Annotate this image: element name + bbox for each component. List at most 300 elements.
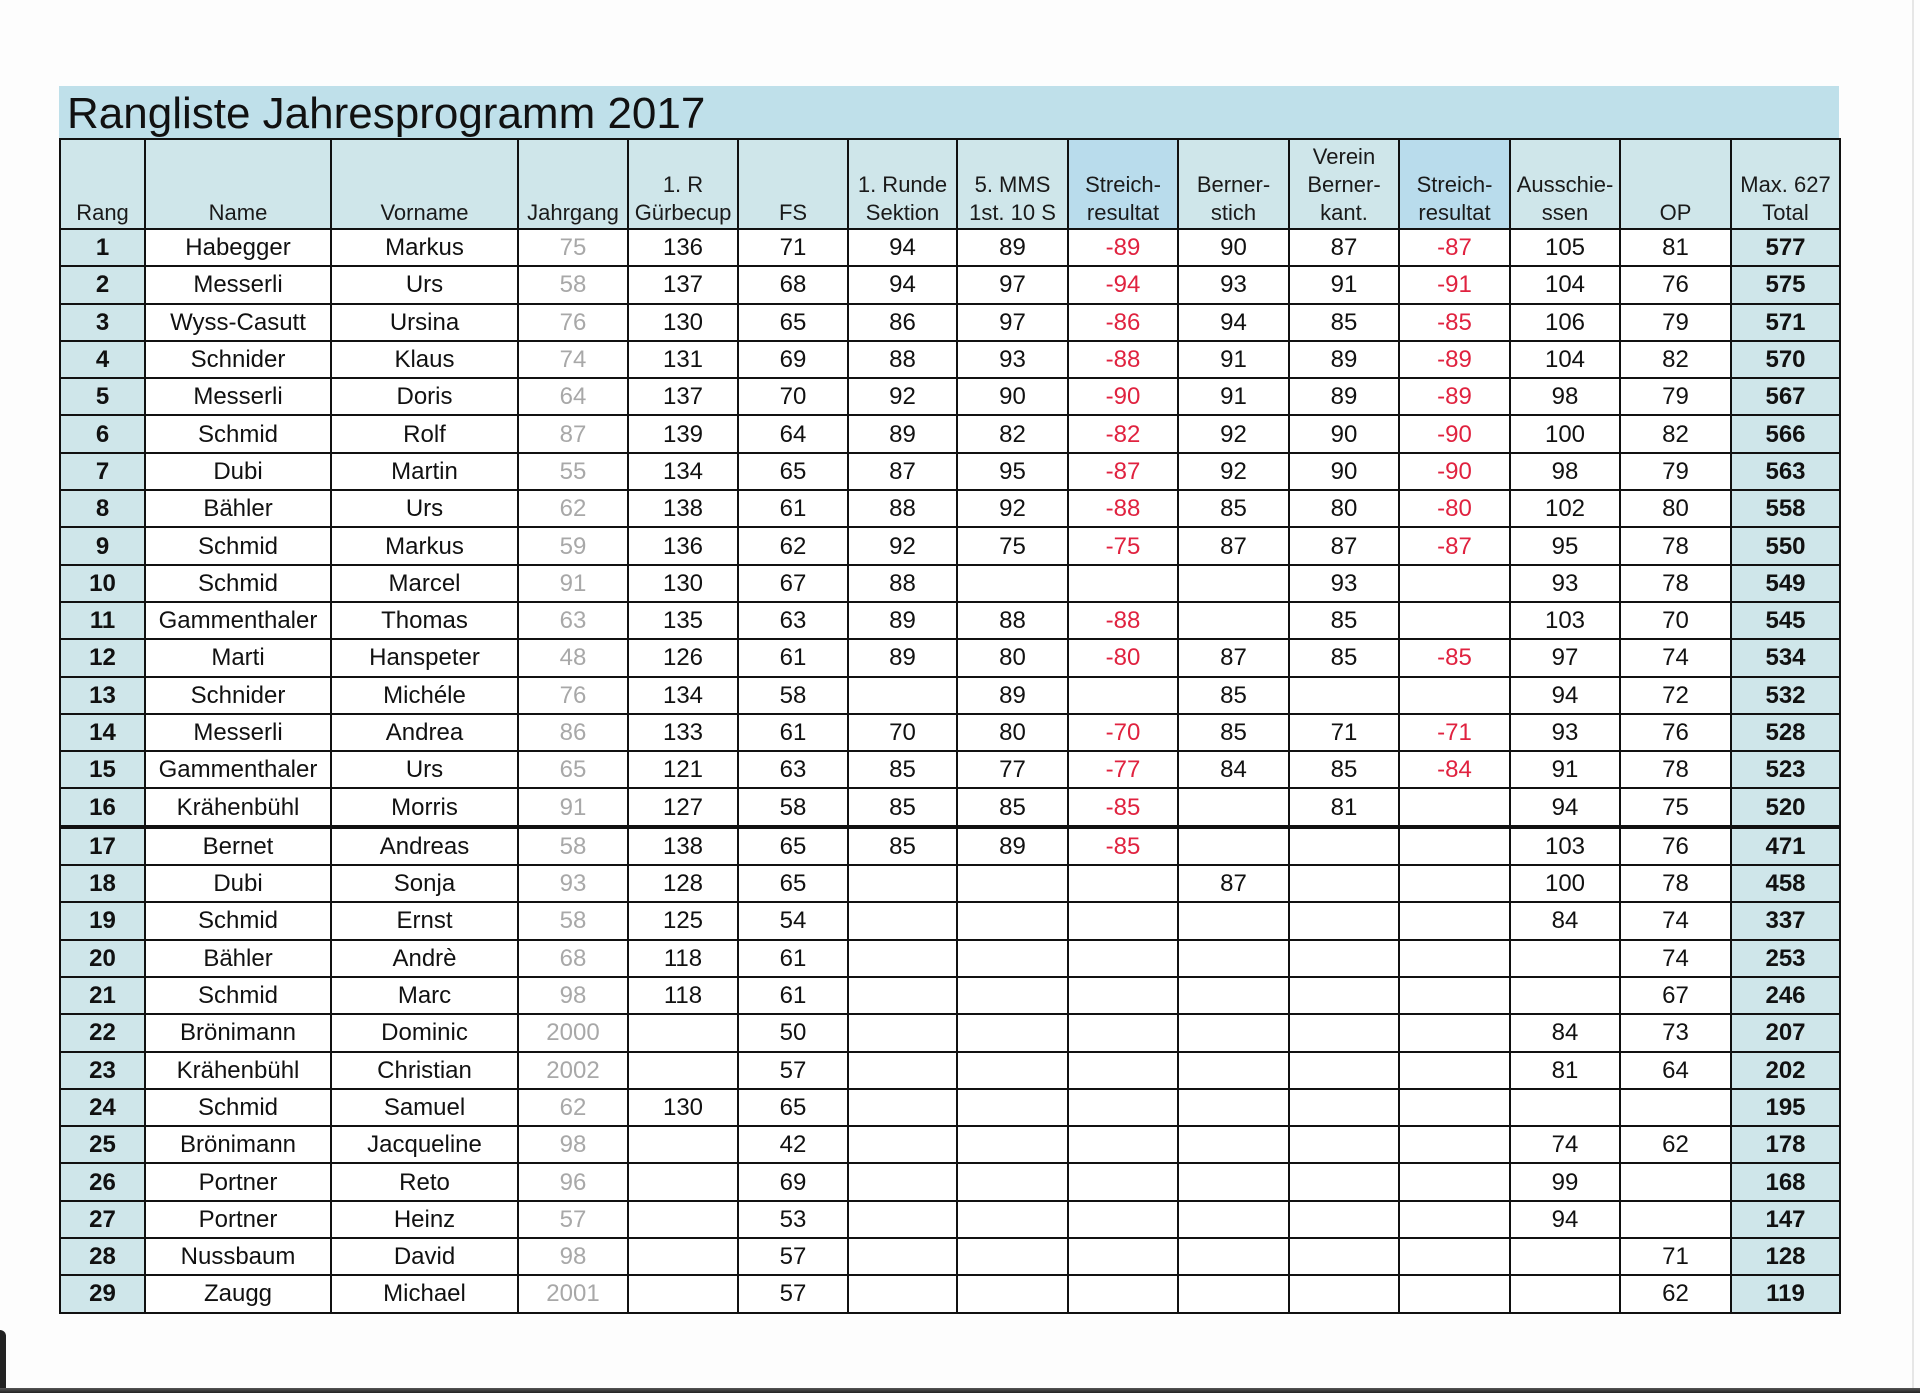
verein-bernerkant-cell: 87	[1289, 527, 1399, 564]
rang-cell: 11	[60, 602, 145, 639]
bernerstich-cell	[1178, 940, 1289, 977]
mms-cell: 95	[957, 453, 1068, 490]
mms-cell: 93	[957, 341, 1068, 378]
name-cell: Schmid	[145, 977, 331, 1014]
fs-cell: 65	[738, 1089, 848, 1126]
name-cell: Schmid	[145, 527, 331, 564]
jahrgang-cell: 55	[518, 453, 628, 490]
streichresultat-1-cell: -85	[1068, 788, 1178, 826]
rang-cell: 14	[60, 714, 145, 751]
op-cell: 78	[1620, 527, 1731, 564]
table-row	[60, 415, 1840, 452]
bernerstich-cell	[1178, 1014, 1289, 1051]
table-row	[60, 602, 1840, 639]
streichresultat-2-cell: -90	[1399, 415, 1510, 452]
bernerstich-cell: 92	[1178, 453, 1289, 490]
gurbecup-cell: 130	[628, 565, 738, 602]
ausschiessen-cell: 91	[1510, 751, 1620, 788]
rang-cell: 9	[60, 527, 145, 564]
ausschiessen-cell	[1510, 977, 1620, 1014]
gurbecup-cell: 138	[628, 490, 738, 527]
vorname-cell: Marc	[331, 977, 518, 1014]
op-cell: 76	[1620, 827, 1731, 865]
page-edge-bottom	[0, 1388, 1920, 1393]
verein-bernerkant-cell	[1289, 1052, 1399, 1089]
jahrgang-cell: 2002	[518, 1052, 628, 1089]
vorname-cell: Hanspeter	[331, 639, 518, 676]
vorname-cell: Dominic	[331, 1014, 518, 1051]
table-row	[60, 1089, 1840, 1126]
jahrgang-cell: 91	[518, 565, 628, 602]
name-cell: Dubi	[145, 453, 331, 490]
op-cell: 79	[1620, 453, 1731, 490]
fs-cell: 63	[738, 751, 848, 788]
fs-cell: 65	[738, 453, 848, 490]
runde-sektion-cell: 89	[848, 602, 957, 639]
streichresultat-2-cell: -87	[1399, 527, 1510, 564]
total-cell: 471	[1731, 827, 1840, 865]
total-cell: 532	[1731, 677, 1840, 714]
streichresultat-1-cell: -88	[1068, 602, 1178, 639]
vorname-cell: Andreas	[331, 827, 518, 865]
gurbecup-cell: 128	[628, 865, 738, 902]
verein-bernerkant-cell: 89	[1289, 378, 1399, 415]
runde-sektion-cell	[848, 1163, 957, 1200]
verein-bernerkant-cell: 85	[1289, 751, 1399, 788]
streichresultat-1-cell: -89	[1068, 229, 1178, 266]
verein-bernerkant-cell: 85	[1289, 304, 1399, 341]
bernerstich-cell	[1178, 827, 1289, 865]
ausschiessen-cell: 84	[1510, 902, 1620, 939]
table-row	[60, 1238, 1840, 1275]
name-cell: Messerli	[145, 266, 331, 303]
total-cell: 563	[1731, 453, 1840, 490]
verein-bernerkant-cell: 80	[1289, 490, 1399, 527]
table-row	[60, 490, 1840, 527]
jahrgang-cell: 64	[518, 378, 628, 415]
fs-cell: 69	[738, 1163, 848, 1200]
table-row	[60, 527, 1840, 564]
bernerstich-cell: 85	[1178, 714, 1289, 751]
total-cell: 520	[1731, 788, 1840, 826]
name-cell: Habegger	[145, 229, 331, 266]
jahrgang-cell: 98	[518, 1126, 628, 1163]
jahrgang-cell: 93	[518, 865, 628, 902]
bernerstich-cell: 84	[1178, 751, 1289, 788]
table-row	[60, 1201, 1840, 1238]
streichresultat-2-cell	[1399, 1014, 1510, 1051]
table-row	[60, 751, 1840, 788]
fs-cell: 61	[738, 714, 848, 751]
rang-cell: 15	[60, 751, 145, 788]
col-header-rang: Rang	[60, 139, 145, 229]
ausschiessen-cell	[1510, 1089, 1620, 1126]
mms-cell	[957, 865, 1068, 902]
total-cell: 195	[1731, 1089, 1840, 1126]
bernerstich-cell	[1178, 788, 1289, 826]
fs-cell: 65	[738, 827, 848, 865]
streichresultat-2-cell: -71	[1399, 714, 1510, 751]
bernerstich-cell: 87	[1178, 865, 1289, 902]
runde-sektion-cell: 85	[848, 751, 957, 788]
gurbecup-cell	[628, 1201, 738, 1238]
op-cell: 82	[1620, 341, 1731, 378]
mms-cell	[957, 1238, 1068, 1275]
mms-cell	[957, 1126, 1068, 1163]
ausschiessen-cell: 98	[1510, 378, 1620, 415]
gurbecup-cell: 118	[628, 977, 738, 1014]
runde-sektion-cell: 70	[848, 714, 957, 751]
jahrgang-cell: 62	[518, 1089, 628, 1126]
table-row	[60, 378, 1840, 415]
gurbecup-cell: 126	[628, 639, 738, 676]
col-header-gurbecup: 1. R Gürbecup	[628, 139, 738, 229]
jahrgang-cell: 58	[518, 902, 628, 939]
name-cell: Brönimann	[145, 1014, 331, 1051]
verein-bernerkant-cell: 85	[1289, 639, 1399, 676]
ausschiessen-cell	[1510, 940, 1620, 977]
runde-sektion-cell: 94	[848, 229, 957, 266]
runde-sektion-cell	[848, 977, 957, 1014]
table-row	[60, 1014, 1840, 1051]
col-header-op: OP	[1620, 139, 1731, 229]
rang-cell: 24	[60, 1089, 145, 1126]
name-cell: Bähler	[145, 490, 331, 527]
runde-sektion-cell: 88	[848, 341, 957, 378]
col-header-ausschiessen: Ausschie- ssen	[1510, 139, 1620, 229]
gurbecup-cell: 137	[628, 266, 738, 303]
jahrgang-cell: 96	[518, 1163, 628, 1200]
bernerstich-cell: 87	[1178, 639, 1289, 676]
table-row	[60, 341, 1840, 378]
runde-sektion-cell	[848, 677, 957, 714]
op-cell: 74	[1620, 639, 1731, 676]
streichresultat-1-cell	[1068, 1238, 1178, 1275]
op-cell: 78	[1620, 751, 1731, 788]
streichresultat-2-cell: -85	[1399, 639, 1510, 676]
gurbecup-cell: 134	[628, 453, 738, 490]
streichresultat-1-cell: -75	[1068, 527, 1178, 564]
mms-cell: 89	[957, 827, 1068, 865]
vorname-cell: Sonja	[331, 865, 518, 902]
page-corner-left	[0, 1330, 6, 1393]
verein-bernerkant-cell: 87	[1289, 229, 1399, 266]
bernerstich-cell	[1178, 1126, 1289, 1163]
bernerstich-cell	[1178, 565, 1289, 602]
fs-cell: 69	[738, 341, 848, 378]
rang-cell: 19	[60, 902, 145, 939]
streichresultat-1-cell: -77	[1068, 751, 1178, 788]
runde-sektion-cell: 85	[848, 788, 957, 826]
verein-bernerkant-cell	[1289, 1275, 1399, 1312]
bernerstich-cell: 93	[1178, 266, 1289, 303]
op-cell	[1620, 1089, 1731, 1126]
rang-cell: 2	[60, 266, 145, 303]
verein-bernerkant-cell: 89	[1289, 341, 1399, 378]
vorname-cell: Reto	[331, 1163, 518, 1200]
table-row	[60, 266, 1840, 303]
col-header-vorname: Vorname	[331, 139, 518, 229]
vorname-cell: Doris	[331, 378, 518, 415]
table-row	[60, 714, 1840, 751]
verein-bernerkant-cell	[1289, 977, 1399, 1014]
rang-cell: 13	[60, 677, 145, 714]
vorname-cell: Samuel	[331, 1089, 518, 1126]
runde-sektion-cell: 87	[848, 453, 957, 490]
name-cell: Dubi	[145, 865, 331, 902]
runde-sektion-cell	[848, 865, 957, 902]
table-row	[60, 902, 1840, 939]
jahrgang-cell: 98	[518, 1238, 628, 1275]
vorname-cell: Marcel	[331, 565, 518, 602]
streichresultat-2-cell	[1399, 940, 1510, 977]
runde-sektion-cell: 86	[848, 304, 957, 341]
total-cell: 550	[1731, 527, 1840, 564]
mms-cell	[957, 1275, 1068, 1312]
mms-cell: 89	[957, 677, 1068, 714]
col-header-streichresultat-2: Streich- resultat	[1399, 139, 1510, 229]
ranking-table	[59, 138, 1841, 1314]
streichresultat-1-cell	[1068, 1089, 1178, 1126]
gurbecup-cell: 121	[628, 751, 738, 788]
fs-cell: 61	[738, 977, 848, 1014]
mms-cell: 97	[957, 304, 1068, 341]
name-cell: Zaugg	[145, 1275, 331, 1312]
streichresultat-2-cell: -90	[1399, 453, 1510, 490]
total-cell: 575	[1731, 266, 1840, 303]
total-cell: 577	[1731, 229, 1840, 266]
name-cell: Gammenthaler	[145, 751, 331, 788]
col-header-bernerstich: Berner- stich	[1178, 139, 1289, 229]
total-cell: 534	[1731, 639, 1840, 676]
rang-cell: 16	[60, 788, 145, 826]
verein-bernerkant-cell	[1289, 902, 1399, 939]
fs-cell: 53	[738, 1201, 848, 1238]
verein-bernerkant-cell: 85	[1289, 602, 1399, 639]
ausschiessen-cell: 81	[1510, 1052, 1620, 1089]
name-cell: Wyss-Casutt	[145, 304, 331, 341]
verein-bernerkant-cell	[1289, 1201, 1399, 1238]
bernerstich-cell: 91	[1178, 378, 1289, 415]
jahrgang-cell: 68	[518, 940, 628, 977]
name-cell: Portner	[145, 1201, 331, 1238]
vorname-cell: Urs	[331, 490, 518, 527]
bernerstich-cell	[1178, 1275, 1289, 1312]
verein-bernerkant-cell: 93	[1289, 565, 1399, 602]
page-title: Rangliste Jahresprogramm 2017	[67, 89, 706, 138]
runde-sektion-cell: 92	[848, 527, 957, 564]
op-cell: 82	[1620, 415, 1731, 452]
streichresultat-2-cell	[1399, 977, 1510, 1014]
op-cell: 76	[1620, 266, 1731, 303]
rang-cell: 22	[60, 1014, 145, 1051]
gurbecup-cell	[628, 1052, 738, 1089]
runde-sektion-cell: 94	[848, 266, 957, 303]
streichresultat-1-cell: -88	[1068, 341, 1178, 378]
ranking-body	[60, 229, 1840, 1313]
streichresultat-1-cell: -80	[1068, 639, 1178, 676]
total-cell: 178	[1731, 1126, 1840, 1163]
vorname-cell: Urs	[331, 266, 518, 303]
op-cell	[1620, 1163, 1731, 1200]
jahrgang-cell: 76	[518, 304, 628, 341]
streichresultat-2-cell	[1399, 827, 1510, 865]
op-cell: 78	[1620, 865, 1731, 902]
op-cell: 70	[1620, 602, 1731, 639]
op-cell: 67	[1620, 977, 1731, 1014]
runde-sektion-cell: 88	[848, 565, 957, 602]
ausschiessen-cell: 104	[1510, 266, 1620, 303]
name-cell: Schnider	[145, 341, 331, 378]
jahrgang-cell: 58	[518, 827, 628, 865]
jahrgang-cell: 91	[518, 788, 628, 826]
table-row	[60, 677, 1840, 714]
total-cell: 207	[1731, 1014, 1840, 1051]
rang-cell: 21	[60, 977, 145, 1014]
mms-cell: 85	[957, 788, 1068, 826]
mms-cell: 97	[957, 266, 1068, 303]
runde-sektion-cell: 92	[848, 378, 957, 415]
op-cell: 62	[1620, 1126, 1731, 1163]
verein-bernerkant-cell	[1289, 940, 1399, 977]
jahrgang-cell: 87	[518, 415, 628, 452]
mms-cell: 92	[957, 490, 1068, 527]
jahrgang-cell: 76	[518, 677, 628, 714]
op-cell	[1620, 1201, 1731, 1238]
bernerstich-cell	[1178, 602, 1289, 639]
table-row	[60, 940, 1840, 977]
rang-cell: 4	[60, 341, 145, 378]
total-cell: 246	[1731, 977, 1840, 1014]
vorname-cell: Ernst	[331, 902, 518, 939]
ausschiessen-cell: 94	[1510, 1201, 1620, 1238]
verein-bernerkant-cell: 90	[1289, 453, 1399, 490]
table-row	[60, 865, 1840, 902]
bernerstich-cell: 91	[1178, 341, 1289, 378]
total-cell: 545	[1731, 602, 1840, 639]
gurbecup-cell: 137	[628, 378, 738, 415]
table-row	[60, 639, 1840, 676]
rang-cell: 29	[60, 1275, 145, 1312]
gurbecup-cell	[628, 1126, 738, 1163]
ausschiessen-cell: 93	[1510, 565, 1620, 602]
streichresultat-2-cell	[1399, 677, 1510, 714]
streichresultat-1-cell	[1068, 565, 1178, 602]
streichresultat-2-cell: -91	[1399, 266, 1510, 303]
fs-cell: 65	[738, 304, 848, 341]
op-cell: 74	[1620, 902, 1731, 939]
runde-sektion-cell	[848, 1201, 957, 1238]
jahrgang-cell: 59	[518, 527, 628, 564]
streichresultat-2-cell: -80	[1399, 490, 1510, 527]
total-cell: 523	[1731, 751, 1840, 788]
fs-cell: 61	[738, 940, 848, 977]
mms-cell: 88	[957, 602, 1068, 639]
ausschiessen-cell: 106	[1510, 304, 1620, 341]
mms-cell	[957, 1201, 1068, 1238]
name-cell: Schnider	[145, 677, 331, 714]
mms-cell	[957, 1163, 1068, 1200]
streichresultat-1-cell	[1068, 1126, 1178, 1163]
rang-cell: 26	[60, 1163, 145, 1200]
runde-sektion-cell: 85	[848, 827, 957, 865]
gurbecup-cell: 127	[628, 788, 738, 826]
name-cell: Brönimann	[145, 1126, 331, 1163]
op-cell: 64	[1620, 1052, 1731, 1089]
streichresultat-1-cell: -88	[1068, 490, 1178, 527]
vorname-cell: Heinz	[331, 1201, 518, 1238]
table-row	[60, 977, 1840, 1014]
gurbecup-cell: 135	[628, 602, 738, 639]
streichresultat-2-cell	[1399, 1201, 1510, 1238]
rang-cell: 27	[60, 1201, 145, 1238]
vorname-cell: Martin	[331, 453, 518, 490]
bernerstich-cell	[1178, 1089, 1289, 1126]
fs-cell: 42	[738, 1126, 848, 1163]
runde-sektion-cell	[848, 1126, 957, 1163]
total-cell: 567	[1731, 378, 1840, 415]
ausschiessen-cell: 103	[1510, 602, 1620, 639]
rang-cell: 7	[60, 453, 145, 490]
streichresultat-2-cell	[1399, 1052, 1510, 1089]
verein-bernerkant-cell: 90	[1289, 415, 1399, 452]
table-row	[60, 788, 1840, 826]
streichresultat-1-cell: -85	[1068, 827, 1178, 865]
bernerstich-cell	[1178, 1163, 1289, 1200]
fs-cell: 63	[738, 602, 848, 639]
gurbecup-cell: 130	[628, 304, 738, 341]
ausschiessen-cell: 97	[1510, 639, 1620, 676]
streichresultat-1-cell: -70	[1068, 714, 1178, 751]
name-cell: Schmid	[145, 415, 331, 452]
rang-cell: 3	[60, 304, 145, 341]
table-row	[60, 1275, 1840, 1312]
mms-cell	[957, 940, 1068, 977]
vorname-cell: Markus	[331, 527, 518, 564]
col-header-name: Name	[145, 139, 331, 229]
verein-bernerkant-cell	[1289, 1126, 1399, 1163]
vorname-cell: Christian	[331, 1052, 518, 1089]
header-row	[60, 139, 1840, 229]
rang-cell: 6	[60, 415, 145, 452]
gurbecup-cell: 139	[628, 415, 738, 452]
gurbecup-cell: 118	[628, 940, 738, 977]
total-cell: 337	[1731, 902, 1840, 939]
vorname-cell: Andrea	[331, 714, 518, 751]
streichresultat-2-cell: -89	[1399, 341, 1510, 378]
runde-sektion-cell	[848, 1275, 957, 1312]
fs-cell: 58	[738, 788, 848, 826]
jahrgang-cell: 2000	[518, 1014, 628, 1051]
table-row	[60, 1126, 1840, 1163]
runde-sektion-cell	[848, 902, 957, 939]
mms-cell: 80	[957, 714, 1068, 751]
total-cell: 566	[1731, 415, 1840, 452]
gurbecup-cell: 130	[628, 1089, 738, 1126]
streichresultat-1-cell	[1068, 977, 1178, 1014]
fs-cell: 64	[738, 415, 848, 452]
total-cell: 571	[1731, 304, 1840, 341]
op-cell: 71	[1620, 1238, 1731, 1275]
op-cell: 79	[1620, 378, 1731, 415]
streichresultat-1-cell	[1068, 1014, 1178, 1051]
rang-cell: 28	[60, 1238, 145, 1275]
streichresultat-1-cell	[1068, 1275, 1178, 1312]
bernerstich-cell	[1178, 1052, 1289, 1089]
col-header-fs: FS	[738, 139, 848, 229]
table-row	[60, 453, 1840, 490]
vorname-cell: Jacqueline	[331, 1126, 518, 1163]
